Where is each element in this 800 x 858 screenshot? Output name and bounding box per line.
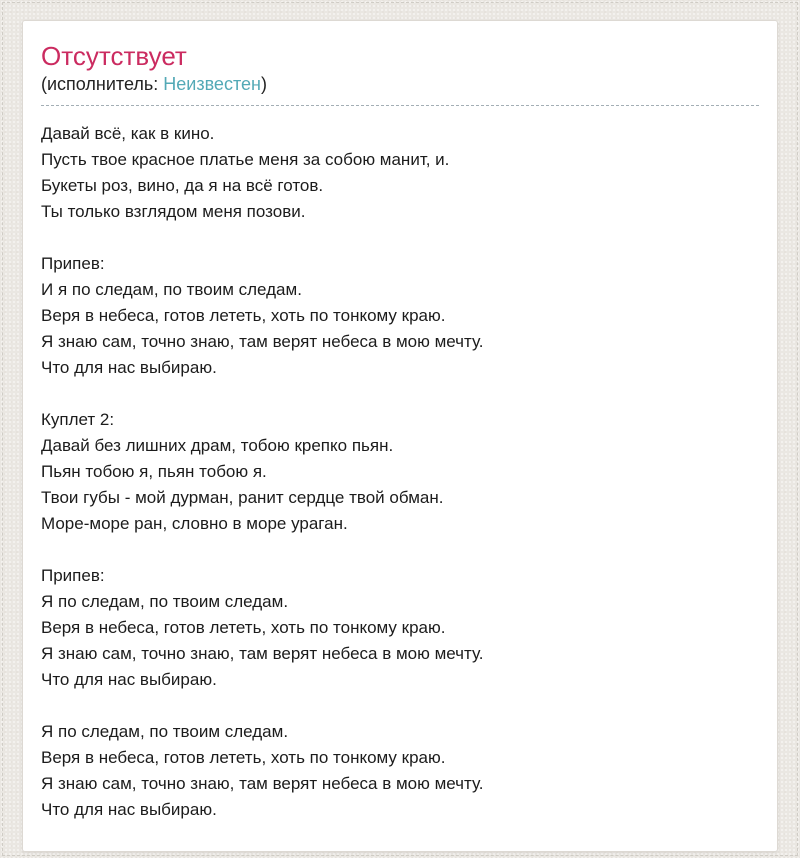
lyrics-card — [22, 20, 778, 852]
lyric-line: Море-море ран, словно в море ураган. — [41, 513, 348, 533]
lyric-line: Я знаю сам, точно знаю, там верят небеса в мою мечту. — [41, 773, 484, 793]
lyric-line: И я по следам, по твоим следам. — [41, 279, 302, 299]
lyric-line: Веря в небеса, готов лететь, хоть по тонкому краю. — [41, 747, 446, 767]
lyric-line: Пьян тобою я, пьян тобою я. — [41, 461, 267, 481]
lyric-line: Припев: — [41, 565, 105, 585]
lyric-line: Припев: — [41, 253, 105, 273]
lyric-line: Веря в небеса, готов лететь, хоть по тонкому краю. — [41, 305, 446, 325]
lyric-line: Ты только взглядом меня позови. — [41, 201, 306, 221]
lyric-line: Куплет 2: — [41, 409, 115, 429]
stanza — [41, 407, 759, 537]
lyrics — [41, 121, 759, 823]
lyric-line: Давай без лишних драм, тобою крепко пьян. — [41, 435, 394, 455]
lyric-line: Я знаю сам, точно знаю, там верят небеса в мою мечту. — [41, 331, 484, 351]
subtitle-prefix: (исполнитель: — [41, 74, 164, 95]
lyric-line: Я по следам, по твоим следам. — [41, 591, 289, 611]
stanza — [41, 719, 759, 823]
artist-subtitle — [41, 73, 759, 105]
lyric-line: Веря в небеса, готов лететь, хоть по тонкому краю. — [41, 617, 446, 637]
lyric-line: Пусть твое красное платье меня за собою манит, и. — [41, 149, 450, 169]
stanza — [41, 121, 759, 225]
lyric-line: Я по следам, по твоим следам. — [41, 721, 289, 741]
stanza — [41, 563, 759, 693]
lyric-line: Что для нас выбираю. — [41, 357, 217, 377]
lyric-line: Давай всё, как в кино. — [41, 123, 215, 143]
lyric-line: Что для нас выбираю. — [41, 799, 217, 819]
lyric-line: Что для нас выбираю. — [41, 669, 217, 689]
lyric-line: Я знаю сам, точно знаю, там верят небеса в мою мечту. — [41, 643, 484, 663]
song-title: Отсутствует — [41, 41, 187, 71]
stanza — [41, 251, 759, 381]
subtitle-suffix: ) — [260, 74, 267, 95]
artist-link[interactable]: Неизвестен — [163, 74, 261, 95]
lyric-line: Твои губы - мой дурман, ранит сердце твой обман. — [41, 487, 444, 507]
lyric-line: Букеты роз, вино, да я на всё готов. — [41, 175, 324, 195]
